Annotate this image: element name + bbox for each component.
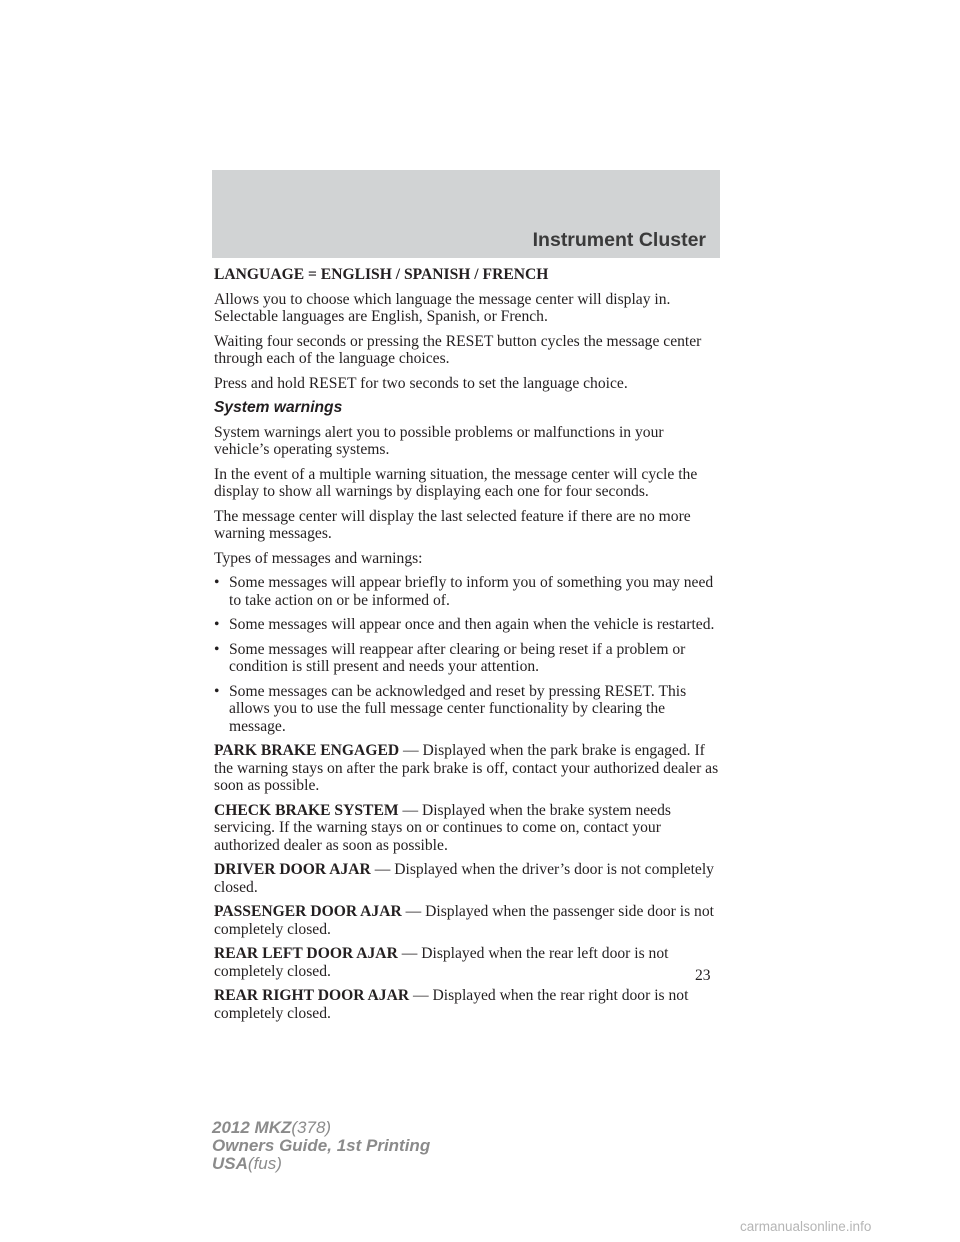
list-item-text: Some messages will appear once and then again when the vehicle is restarted. (229, 616, 715, 633)
page-number: 23 (695, 967, 711, 984)
section-title: Instrument Cluster (532, 229, 706, 251)
footer-model-code: (378) (291, 1118, 332, 1137)
list-item (214, 616, 722, 634)
bullet-icon: • (214, 682, 220, 700)
warning-term: REAR RIGHT DOOR AJAR (214, 987, 410, 1004)
warning-driver-door (214, 861, 722, 896)
page-content (214, 266, 722, 1029)
warning-term: DRIVER DOOR AJAR (214, 861, 371, 878)
footer-market-code: (fus) (247, 1154, 282, 1173)
language-heading: LANGUAGE = ENGLISH / SPANISH / FRENCH (214, 266, 549, 283)
watermark: carmanualsonline.info (740, 1219, 872, 1234)
footer-market-line (212, 1155, 430, 1173)
warning-description: — Displayed when the passenger side door is not completely closed. (214, 903, 714, 938)
list-item-text: Some messages will reappear after clearing or being reset if a problem or condition is still present and needs your attention. (229, 640, 686, 675)
paragraph: Allows you to choose which language the message center will display in. Selectable languages are English, Spanish, or French. (214, 290, 671, 325)
warning-description: — Displayed when the rear right door is not completely closed. (214, 987, 689, 1022)
paragraph: Press and hold RESET for two seconds to set the language choice. (214, 374, 628, 392)
list-item-text: Some messages will appear briefly to inform you of something you may need to take action on or be informed of. (229, 574, 714, 609)
warning-rear-right-door (214, 987, 722, 1022)
bullet-icon: • (214, 640, 220, 658)
footer-market: USA (212, 1154, 248, 1173)
warning-term: REAR LEFT DOOR AJAR (214, 945, 398, 962)
header-band (212, 170, 720, 258)
paragraph: Waiting four seconds or pressing the RESET button cycles the message center through each of the language choices. (214, 332, 702, 367)
warning-term: PASSENGER DOOR AJAR (214, 903, 402, 920)
list-item (214, 683, 722, 736)
warning-description: — Displayed when the rear left door is not completely closed. (214, 945, 669, 980)
footer-guide-line: Owners Guide, 1st Printing (212, 1136, 431, 1155)
list-item-text: Some messages can be acknowledged and reset by pressing RESET. This allows you to use the full message center functionality by clearing the message. (229, 682, 687, 735)
list-item (214, 574, 722, 609)
paragraph: System warnings alert you to possible problems or malfunctions in your vehicle’s operating systems. (214, 423, 664, 458)
warning-term: PARK BRAKE ENGAGED (214, 742, 400, 759)
footer-model: 2012 MKZ (212, 1118, 292, 1137)
warning-check-brake (214, 802, 722, 855)
print-footer (212, 1119, 430, 1173)
bullet-icon: • (214, 574, 220, 591)
warning-description: — Displayed when the park brake is engaged. If the warning stays on after the park brake is off, contact your authorized dealer as soon as possible. (214, 742, 719, 794)
footer-model-line (212, 1119, 430, 1137)
warning-description: — Displayed when the brake system needs servicing. If the warning stays on or continues to come on, contact your authorized dealer as soon as possible. (214, 801, 671, 854)
bullet-icon: • (214, 616, 220, 633)
warning-park-brake (214, 742, 722, 795)
warning-passenger-door (214, 903, 722, 938)
paragraph: Types of messages and warnings: (214, 549, 423, 567)
warning-term: CHECK BRAKE SYSTEM (214, 801, 399, 819)
warning-description: — Displayed when the driver’s door is not completely closed. (214, 861, 714, 896)
paragraph: In the event of a multiple warning situation, the message center will cycle the display to show all warnings by displaying each one for four seconds. (214, 465, 698, 500)
warning-rear-left-door (214, 945, 722, 980)
message-types-list (214, 574, 722, 735)
system-warnings-heading: System warnings (214, 399, 343, 416)
list-item (214, 641, 722, 676)
paragraph: The message center will display the last selected feature if there are no more warning messages. (214, 507, 691, 542)
